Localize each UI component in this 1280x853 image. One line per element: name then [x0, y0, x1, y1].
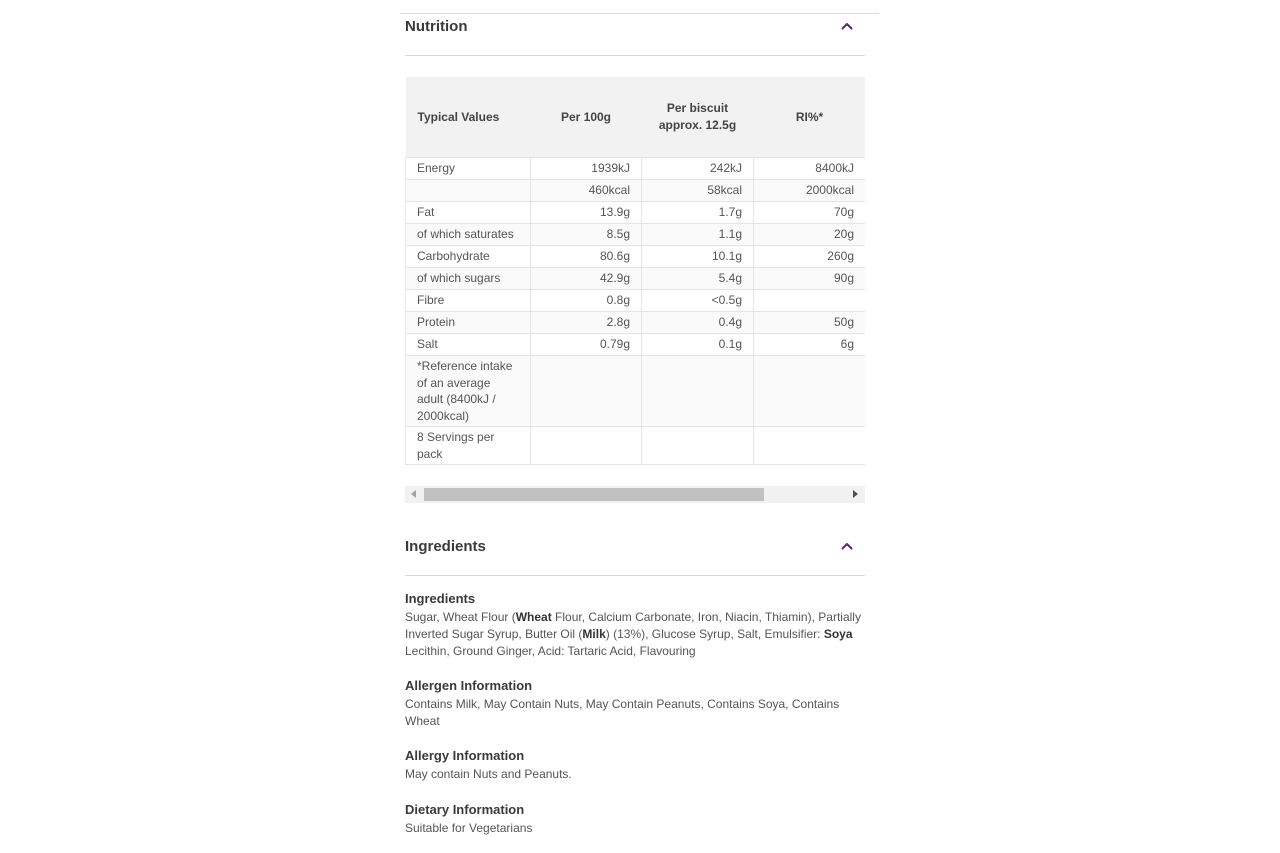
allergen-info [405, 677, 865, 730]
nutrient-label-cell: Carbohydrate [406, 246, 531, 268]
text-segment: May contain Nuts and Peanuts. [405, 767, 572, 781]
scrollbar-thumb[interactable] [424, 488, 764, 501]
nutrient-value-cell: 50g [754, 312, 866, 334]
table-header-row [406, 77, 866, 158]
nutrient-value-cell: 13.9g [531, 202, 642, 224]
table-row [406, 246, 866, 268]
table-row [406, 180, 866, 202]
text-segment: Suitable for Vegetarians [405, 821, 533, 835]
table-row [406, 158, 866, 180]
nutrient-value-cell [642, 427, 754, 465]
top-divider [400, 13, 879, 14]
nutrient-value-cell: 8.5g [531, 224, 642, 246]
column-header: RI%* [754, 77, 866, 158]
text-segment: ) (13%), Glucose Syrup, Salt, Emulsifier: [605, 627, 824, 641]
allergen-highlight: Soya [823, 627, 853, 641]
chevron-up-icon[interactable] [841, 21, 853, 31]
nutrient-value-cell: <0.5g [642, 290, 754, 312]
nutrient-label-cell: Fat [406, 202, 531, 224]
table-row [406, 290, 866, 312]
nutrition-table-container [405, 77, 865, 479]
text-segment: Flour, Calcium Carbonate, Iron, Niacin, Thiamin), Partially Inverted Sugar Syrup, Butter Oil ( [405, 610, 861, 641]
nutrient-value-cell: 1.1g [642, 224, 754, 246]
ingredients-text [405, 609, 865, 660]
nutrient-value-cell: 8400kJ [754, 158, 866, 180]
allergen-highlight: Wheat [515, 610, 552, 624]
table-row [406, 356, 866, 427]
nutrient-value-cell: 0.1g [642, 334, 754, 356]
nutrient-value-cell [754, 356, 866, 427]
nutrient-value-cell: 0.4g [642, 312, 754, 334]
table-row [406, 202, 866, 224]
nutrient-value-cell: 242kJ [642, 158, 754, 180]
text-segment: Sugar, Wheat Flour ( [405, 610, 516, 624]
nutrient-value-cell: 2.8g [531, 312, 642, 334]
nutrient-value-cell: 10.1g [642, 246, 754, 268]
text-segment: Lecithin, Ground Ginger, Acid: Tartaric Acid, Flavouring [405, 644, 696, 658]
nutrient-value-cell: 6g [754, 334, 866, 356]
nutrient-value-cell [754, 427, 866, 465]
nutrient-label-cell: Protein [406, 312, 531, 334]
nutrient-value-cell [531, 356, 642, 427]
table-row [406, 427, 866, 465]
dietary-heading: Dietary Information [405, 802, 525, 817]
table-row [406, 312, 866, 334]
column-header: Typical Values [406, 77, 531, 158]
nutrient-value-cell: 2000kcal [754, 180, 866, 202]
nutrient-value-cell: 260g [754, 246, 866, 268]
dietary-text [405, 820, 865, 837]
column-header: Per 100g [531, 77, 642, 158]
table-row [406, 224, 866, 246]
table-row [406, 268, 866, 290]
nutrient-value-cell: 42.9g [531, 268, 642, 290]
nutrition-table [405, 77, 865, 465]
ingredients-title: Ingredients [405, 538, 486, 555]
nutrient-value-cell [642, 356, 754, 427]
nutrient-value-cell: 80.6g [531, 246, 642, 268]
nutrient-value-cell: 70g [754, 202, 866, 224]
ingredients-accordion-header[interactable] [405, 535, 865, 576]
nutrient-value-cell: 58kcal [642, 180, 754, 202]
allergen-highlight: Milk [582, 627, 606, 641]
table-row [406, 334, 866, 356]
nutrient-value-cell: 0.79g [531, 334, 642, 356]
allergen-heading: Allergen Information [405, 678, 533, 693]
allergy-heading: Allergy Information [405, 748, 525, 763]
nutrient-value-cell: 1.7g [642, 202, 754, 224]
nutrient-value-cell: 90g [754, 268, 866, 290]
nutrient-value-cell: 5.4g [642, 268, 754, 290]
chevron-up-icon[interactable] [841, 541, 853, 551]
nutrient-value-cell [754, 290, 866, 312]
text-segment: Contains Milk, May Contain Nuts, May Contain Peanuts, Contains Soya, Contains Wheat [405, 697, 840, 728]
nutrition-accordion-header[interactable] [405, 15, 865, 56]
nutrient-label-cell [406, 180, 531, 202]
ingredients-heading: Ingredients [405, 591, 476, 606]
column-header: Per biscuit approx. 12.5g [642, 77, 754, 158]
nutrient-value-cell: 0.8g [531, 290, 642, 312]
nutrient-label-cell: 8 Servings per pack [406, 427, 531, 465]
nutrient-value-cell: 1939kJ [531, 158, 642, 180]
nutrient-label-cell: Salt [406, 334, 531, 356]
dietary-info [405, 801, 865, 837]
nutrient-value-cell [531, 427, 642, 465]
arrow-right-icon[interactable] [853, 490, 858, 498]
nutrient-label-cell: Energy [406, 158, 531, 180]
nutrient-label-cell: of which sugars [406, 268, 531, 290]
ingredients-info [405, 590, 865, 660]
allergy-text [405, 766, 865, 783]
nutrient-label-cell: *Reference intake of an average adult (8400kJ / 2000kcal) [406, 356, 531, 427]
arrow-left-icon[interactable] [411, 490, 416, 498]
nutrient-label-cell: Fibre [406, 290, 531, 312]
allergen-text [405, 696, 865, 730]
nutrient-value-cell: 20g [754, 224, 866, 246]
horizontal-scrollbar[interactable] [405, 486, 865, 503]
nutrition-title: Nutrition [405, 18, 468, 35]
allergy-info [405, 747, 865, 783]
nutrient-label-cell: of which saturates [406, 224, 531, 246]
nutrient-value-cell: 460kcal [531, 180, 642, 202]
